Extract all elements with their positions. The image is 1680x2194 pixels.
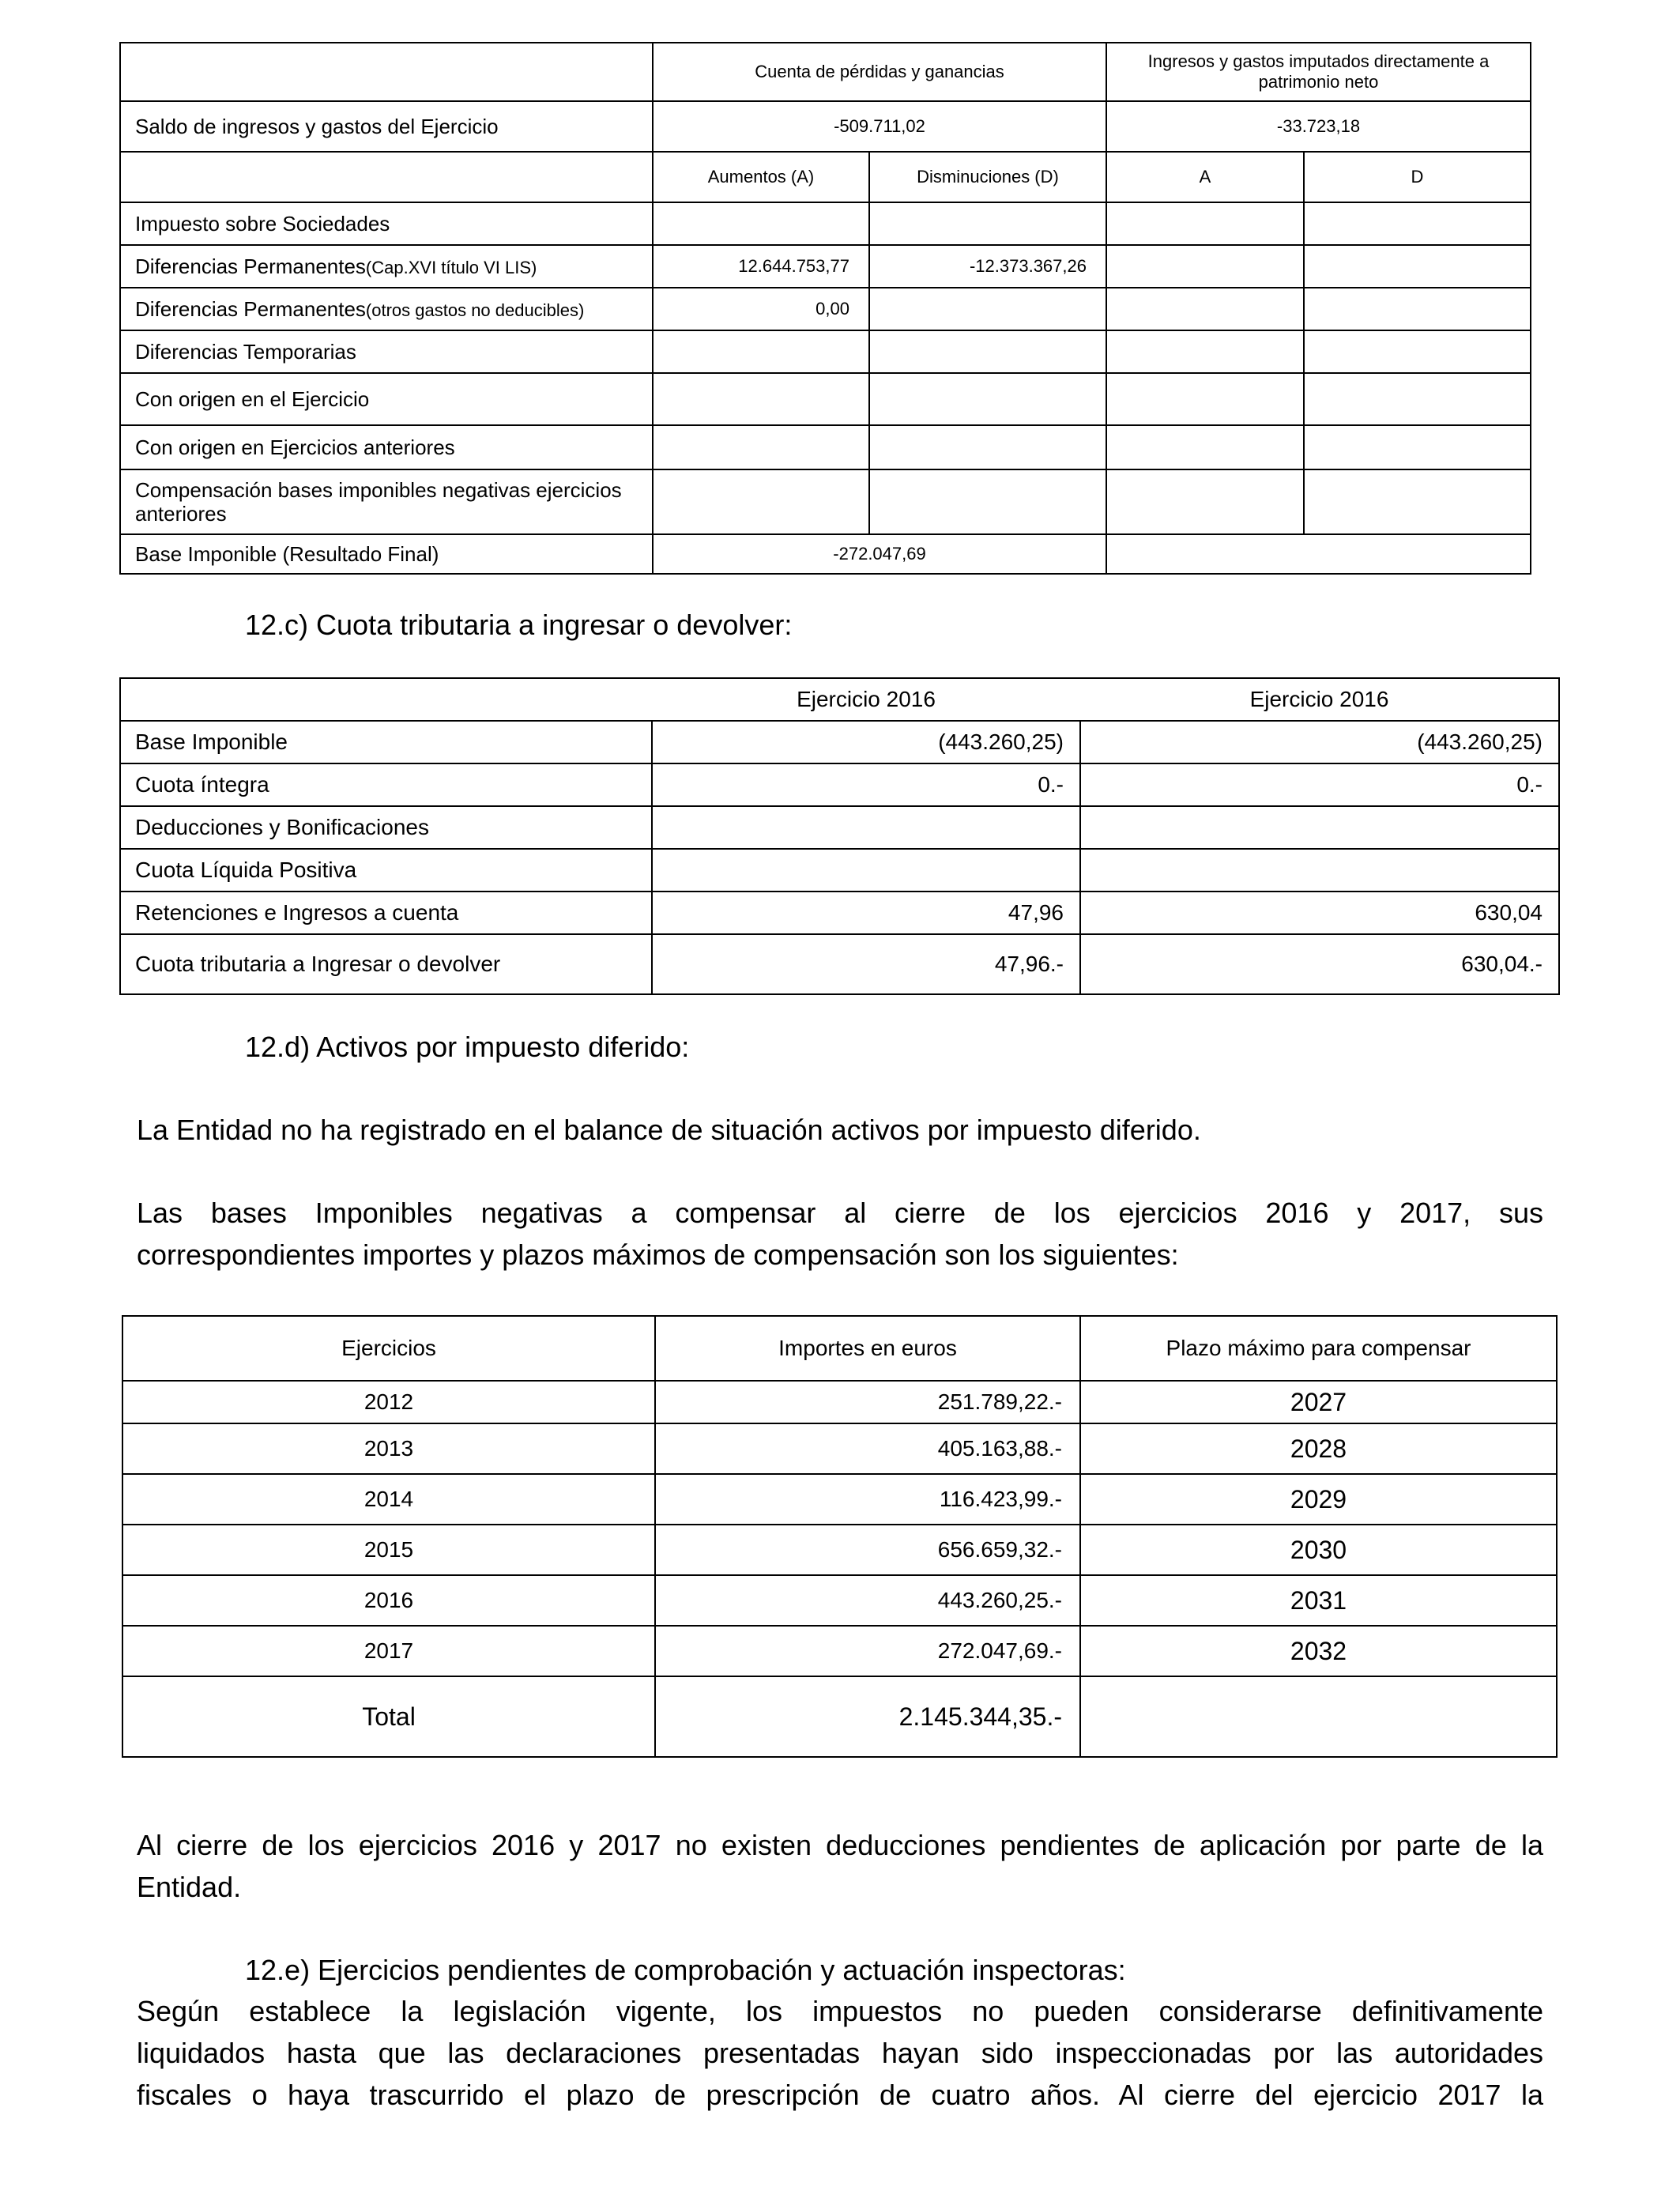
row-label: Diferencias Temporarias: [120, 330, 653, 373]
col-ejercicios: Ejercicios: [122, 1316, 655, 1381]
header-pyg: Cuenta de pérdidas y ganancias: [653, 43, 1106, 101]
table-cell: [1106, 202, 1304, 245]
table-row: [122, 1474, 1557, 1525]
year-cell: 2015: [122, 1525, 655, 1575]
row-label: Cuota íntegra: [120, 763, 652, 806]
table-cell: [1080, 1676, 1557, 1757]
table-row: [120, 101, 1531, 152]
paragraph-inspeccion-line2: liquidados hasta que las declaraciones presentadas hayan sido inspeccionadas por las autoridades: [137, 2037, 1543, 2069]
table-row: [120, 849, 1559, 892]
value-cell: 630,04.-: [1080, 934, 1559, 994]
tax-reconciliation-table: [119, 42, 1531, 575]
plazo-cell: 2030: [1080, 1525, 1557, 1575]
table-cell: [1304, 469, 1531, 534]
row-label: Base Imponible: [120, 721, 652, 763]
value-cell: (443.260,25): [652, 721, 1080, 763]
col-ejercicio-1: Ejercicio 2016: [652, 678, 1080, 721]
table-cell: [1106, 373, 1304, 425]
table-row: [120, 43, 1531, 101]
table-row: [120, 806, 1559, 849]
value-cell: 47,96: [652, 892, 1080, 934]
table-row: [122, 1381, 1557, 1423]
table-row: [122, 1575, 1557, 1626]
header-patrimonio-neto: Ingresos y gastos imputados directamente a patrimonio neto: [1106, 43, 1531, 101]
paragraph-deducciones-line2: Entidad.: [137, 1871, 242, 1903]
table-row: [122, 1626, 1557, 1676]
table-row: [122, 1525, 1557, 1575]
base-imponible-value: -272.047,69: [653, 534, 1106, 574]
table-row: [122, 1676, 1557, 1757]
value-cell: (443.260,25): [1080, 721, 1559, 763]
col-a: A: [1106, 152, 1304, 202]
saldo-pyg-value: -509.711,02: [653, 101, 1106, 152]
row-label: Diferencias Permanentes(Cap.XVI título VI LIS): [120, 245, 653, 288]
col-ejercicio-2: Ejercicio 2016: [1080, 678, 1559, 721]
disminuciones-value: [869, 202, 1106, 245]
row-label: Retenciones e Ingresos a cuenta: [120, 892, 652, 934]
year-cell: 2013: [122, 1423, 655, 1474]
table-cell: [120, 152, 653, 202]
plazo-cell: 2028: [1080, 1423, 1557, 1474]
row-label: Con origen en Ejercicios anteriores: [120, 425, 653, 469]
value-cell: [652, 806, 1080, 849]
table-cell: [1106, 469, 1304, 534]
disminuciones-value: -12.373.367,26: [869, 245, 1106, 288]
paragraph-bases-line2: correspondientes importes y plazos máximos de compensación son los siguientes:: [137, 1238, 1179, 1271]
table-row: [120, 721, 1559, 763]
amount-cell: 656.659,32.-: [655, 1525, 1080, 1575]
table-cell: [120, 678, 652, 721]
table-cell: [653, 469, 869, 534]
table-cell: [1304, 330, 1531, 373]
paragraph-inspeccion-line1: Según establece la legislación vigente, los impuestos no pueden considerarse definitivamente: [137, 1995, 1543, 2027]
row-label: Diferencias Permanentes(otros gastos no deducibles): [120, 288, 653, 330]
year-cell: 2014: [122, 1474, 655, 1525]
row-label: Con origen en el Ejercicio: [120, 373, 653, 425]
value-cell: [1080, 806, 1559, 849]
table-row: [120, 934, 1559, 994]
table-row: [120, 202, 1531, 245]
saldo-pn-value: -33.723,18: [1106, 101, 1531, 152]
paragraph-bases-line1: Las bases Imponibles negativas a compensar al cierre de los ejercicios 2016 y 2017, sus: [137, 1197, 1543, 1229]
table-cell: [1106, 245, 1304, 288]
base-imponible-label: Base Imponible (Resultado Final): [120, 534, 653, 574]
bases-negativas-table: [122, 1315, 1558, 1758]
table-row: [120, 469, 1531, 534]
table-row: [120, 763, 1559, 806]
paragraph-activos: La Entidad no ha registrado en el balance de situación activos por impuesto diferido.: [137, 1114, 1201, 1146]
amount-cell: 116.423,99.-: [655, 1474, 1080, 1525]
value-cell: 0.-: [1080, 763, 1559, 806]
aumentos-value: [653, 202, 869, 245]
saldo-label: Saldo de ingresos y gastos del Ejercicio: [120, 101, 653, 152]
row-label: Deducciones y Bonificaciones: [120, 806, 652, 849]
table-row: [120, 152, 1531, 202]
value-cell: 630,04: [1080, 892, 1559, 934]
year-cell: 2016: [122, 1575, 655, 1626]
table-row: [122, 1423, 1557, 1474]
row-label: Compensación bases imponibles negativas ejercicios anteriores: [120, 469, 653, 534]
plazo-cell: 2031: [1080, 1575, 1557, 1626]
table-row: [120, 892, 1559, 934]
table-cell: [1106, 425, 1304, 469]
table-cell: [120, 43, 653, 101]
amount-cell: 251.789,22.-: [655, 1381, 1080, 1423]
table-row: [120, 534, 1531, 574]
value-cell: 47,96.-: [652, 934, 1080, 994]
amount-cell: 405.163,88.-: [655, 1423, 1080, 1474]
plazo-cell: 2029: [1080, 1474, 1557, 1525]
aumentos-value: 0,00: [653, 288, 869, 330]
total-amount: 2.145.344,35.-: [655, 1676, 1080, 1757]
table-cell: [1106, 534, 1531, 574]
table-cell: [1304, 373, 1531, 425]
table-row: [120, 330, 1531, 373]
cuota-tributaria-table: [119, 677, 1560, 995]
table-row: [122, 1316, 1557, 1381]
aumentos-value: 12.644.753,77: [653, 245, 869, 288]
section-d-heading: 12.d) Activos por impuesto diferido:: [245, 1031, 690, 1063]
row-label: Impuesto sobre Sociedades: [120, 202, 653, 245]
table-cell: [869, 425, 1106, 469]
year-cell: 2017: [122, 1626, 655, 1676]
amount-cell: 272.047,69.-: [655, 1626, 1080, 1676]
amount-cell: 443.260,25.-: [655, 1575, 1080, 1626]
total-label: Total: [122, 1676, 655, 1757]
row-label: Cuota Líquida Positiva: [120, 849, 652, 892]
paragraph-deducciones-line1: Al cierre de los ejercicios 2016 y 2017 no existen deducciones pendientes de aplicación por parte de la: [137, 1829, 1543, 1861]
plazo-cell: 2027: [1080, 1381, 1557, 1423]
table-cell: [1106, 288, 1304, 330]
table-row: [120, 245, 1531, 288]
table-cell: [1304, 245, 1531, 288]
table-row: [120, 678, 1559, 721]
table-cell: [653, 425, 869, 469]
table-row: [120, 288, 1531, 330]
section-e-heading: 12.e) Ejercicios pendientes de comprobación y actuación inspectoras:: [245, 1954, 1126, 1986]
table-cell: [653, 373, 869, 425]
table-cell: [1304, 202, 1531, 245]
value-cell: [652, 849, 1080, 892]
table-row: [120, 425, 1531, 469]
year-cell: 2012: [122, 1381, 655, 1423]
table-cell: [1304, 425, 1531, 469]
section-c-heading: 12.c) Cuota tributaria a ingresar o devolver:: [245, 609, 793, 641]
table-cell: [653, 330, 869, 373]
paragraph-inspeccion-line3: fiscales o haya trascurrido el plazo de prescripción de cuatro años. Al cierre del ejercicio 2017 la: [137, 2079, 1543, 2111]
table-cell: [869, 373, 1106, 425]
table-cell: [869, 330, 1106, 373]
table-cell: [1106, 330, 1304, 373]
table-cell: [869, 469, 1106, 534]
value-cell: 0.-: [652, 763, 1080, 806]
plazo-cell: 2032: [1080, 1626, 1557, 1676]
col-importes: Importes en euros: [655, 1316, 1080, 1381]
col-d: D: [1304, 152, 1531, 202]
table-cell: [1304, 288, 1531, 330]
table-row: [120, 373, 1531, 425]
col-disminuciones: Disminuciones (D): [869, 152, 1106, 202]
col-plazo: Plazo máximo para compensar: [1080, 1316, 1557, 1381]
row-label: Cuota tributaria a Ingresar o devolver: [120, 934, 652, 994]
value-cell: [1080, 849, 1559, 892]
col-aumentos: Aumentos (A): [653, 152, 869, 202]
disminuciones-value: [869, 288, 1106, 330]
